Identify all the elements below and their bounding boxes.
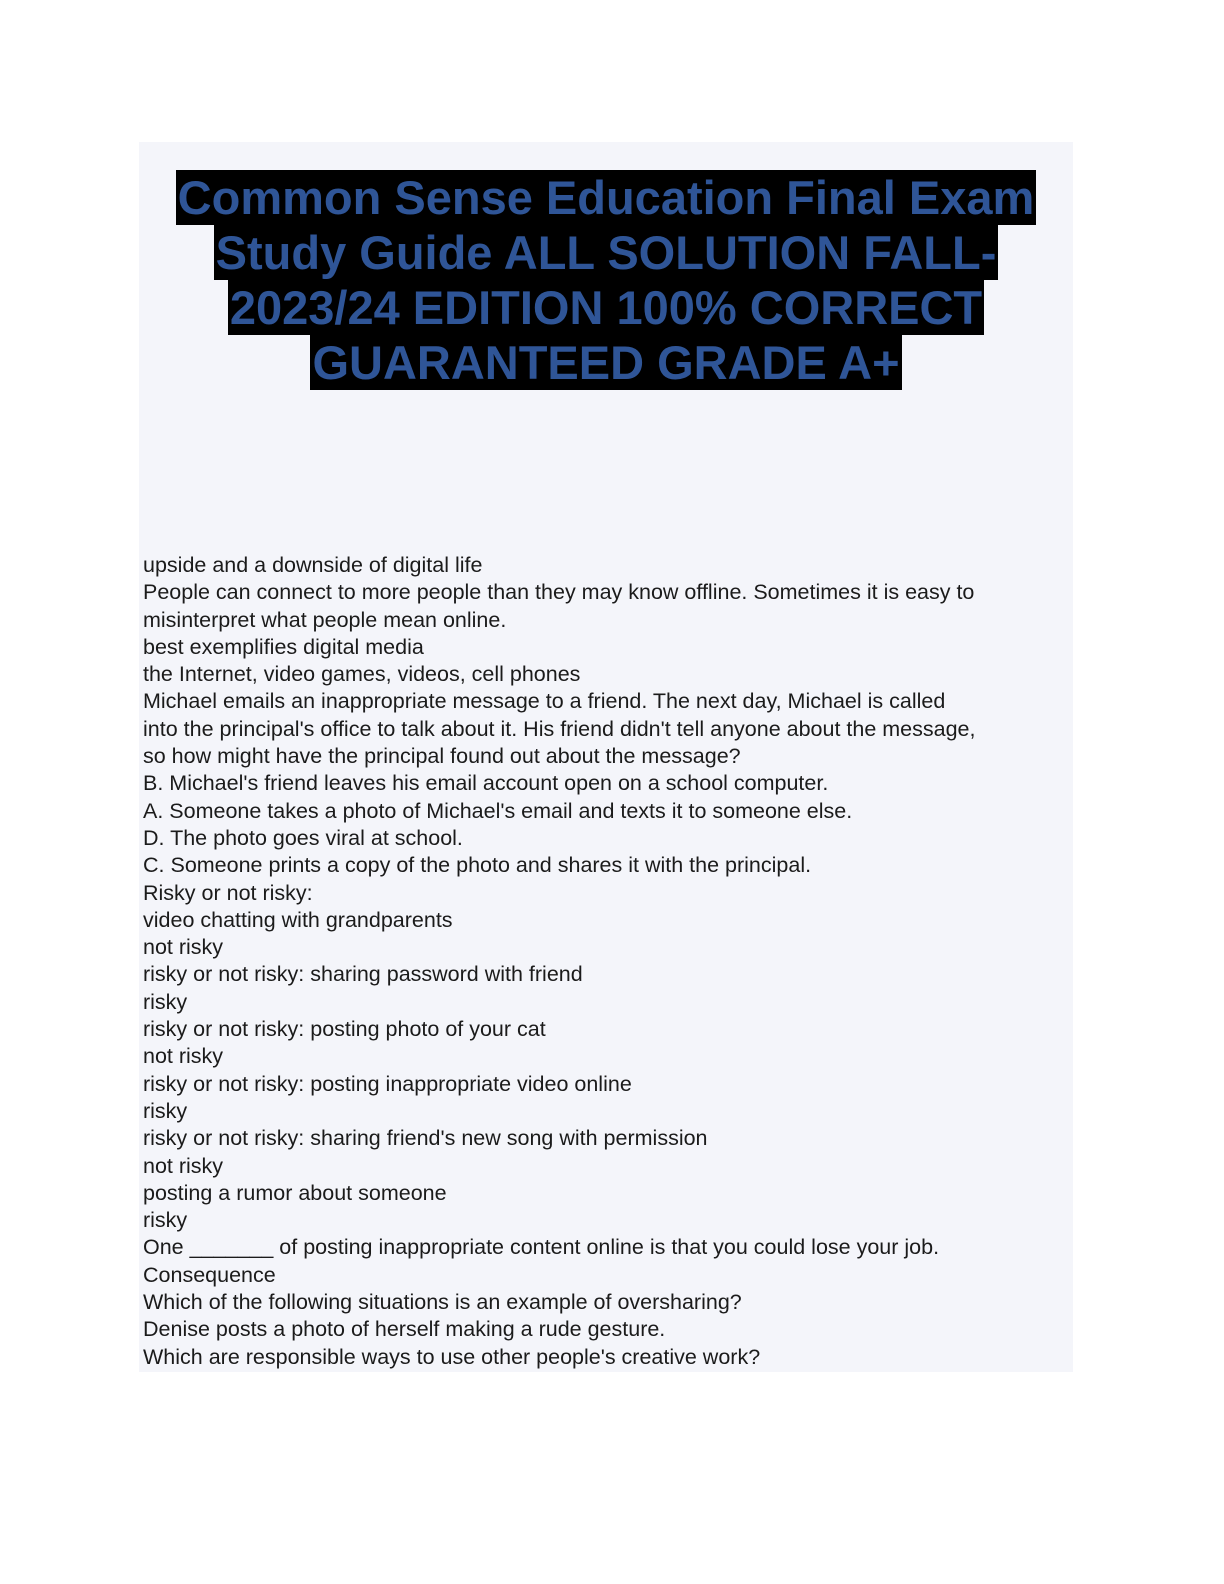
study-guide-body <box>143 552 1068 1371</box>
title-line: 2023/24 EDITION 100% CORRECT <box>229 281 983 334</box>
text-line: so how might have the principal found out about the message? <box>143 744 741 769</box>
text-line: Risky or not risky: <box>143 880 313 905</box>
text-line: best exemplifies digital media <box>143 634 424 659</box>
text-line: not risky <box>143 1044 224 1069</box>
text-line: A. Someone takes a photo of Michael's email and texts it to someone else. <box>143 798 853 823</box>
text-line: risky <box>143 1208 188 1233</box>
text-line: risky or not risky: sharing friend's new song with permission <box>143 1126 708 1151</box>
text-line: upside and a downside of digital life <box>143 553 483 577</box>
text-line: risky <box>143 989 188 1014</box>
title-line: Common Sense Education Final Exam <box>177 171 1035 224</box>
text-line: not risky <box>143 935 224 960</box>
text-line: the Internet, video games, videos, cell phones <box>143 662 581 687</box>
text-line: into the principal's office to talk about it. His friend didn't tell anyone about the message, <box>143 716 976 741</box>
document-panel <box>139 142 1073 1372</box>
text-line: B. Michael's friend leaves his email account open on a school computer. <box>143 771 829 796</box>
text-line: Which of the following situations is an example of oversharing? <box>143 1290 742 1315</box>
text-line: video chatting with grandparents <box>143 907 453 932</box>
text-line: One _______ of posting inappropriate content online is that you could lose your job. <box>143 1235 940 1260</box>
title-line: GUARANTEED GRADE A+ <box>312 336 900 389</box>
text-line: Denise posts a photo of herself making a rude gesture. <box>143 1317 666 1342</box>
title-line: Study Guide ALL SOLUTION FALL- <box>215 226 997 279</box>
text-line: Which are responsible ways to use other people's creative work? <box>143 1344 761 1369</box>
text-line: misinterpret what people mean online. <box>143 607 507 632</box>
text-line: posting a rumor about someone <box>143 1180 447 1205</box>
text-line: risky <box>143 1098 188 1123</box>
document-title <box>139 170 1073 390</box>
text-line: C. Someone prints a copy of the photo and shares it with the principal. <box>143 853 812 878</box>
text-line: People can connect to more people than they may know offline. Sometimes it is easy to <box>143 580 975 605</box>
text-line: D. The photo goes viral at school. <box>143 825 463 850</box>
text-line: risky or not risky: posting inappropriate video online <box>143 1071 632 1096</box>
text-line: Michael emails an inappropriate message to a friend. The next day, Michael is called <box>143 689 946 714</box>
text-line: not risky <box>143 1153 224 1178</box>
text-line: Consequence <box>143 1262 276 1287</box>
text-line: risky or not risky: posting photo of your cat <box>143 1017 546 1042</box>
text-line: risky or not risky: sharing password with friend <box>143 962 583 987</box>
